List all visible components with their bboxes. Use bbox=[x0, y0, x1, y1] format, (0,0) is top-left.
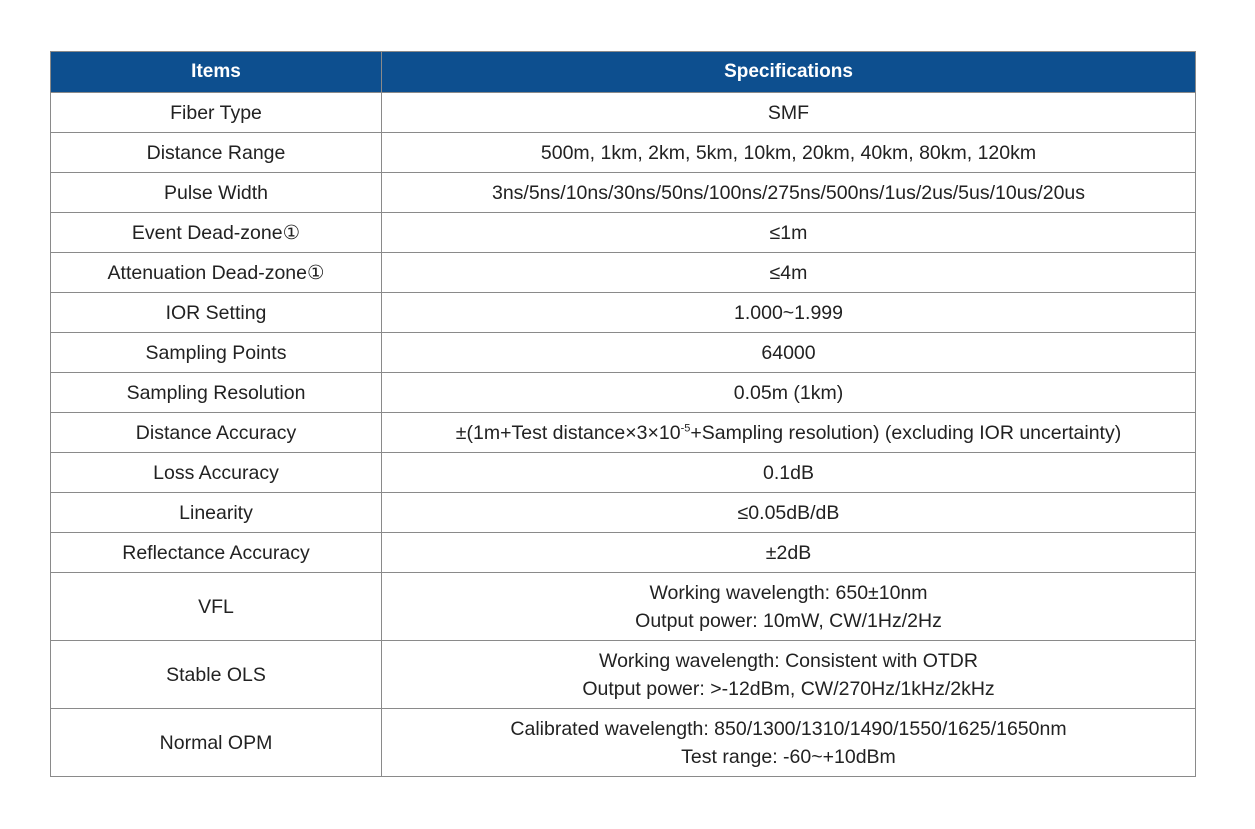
item-cell: Distance Range bbox=[51, 133, 382, 173]
column-header-items: Items bbox=[51, 52, 382, 93]
table-row bbox=[51, 293, 1196, 333]
item-cell: Linearity bbox=[51, 493, 382, 533]
spec-exponent: -5 bbox=[680, 422, 691, 434]
table-row bbox=[51, 333, 1196, 373]
item-cell: Pulse Width bbox=[51, 173, 382, 213]
item-cell: Event Dead-zone① bbox=[51, 213, 382, 253]
column-header-specifications: Specifications bbox=[382, 52, 1196, 93]
item-cell: Fiber Type bbox=[51, 93, 382, 133]
table-row bbox=[51, 641, 1196, 709]
table-row bbox=[51, 173, 1196, 213]
spec-text-pre: ±(1m+Test distance×3×10 bbox=[455, 421, 681, 444]
spec-cell: ≤0.05dB/dB bbox=[382, 493, 1196, 533]
table-row bbox=[51, 453, 1196, 493]
item-cell: VFL bbox=[51, 573, 382, 641]
spec-cell: SMF bbox=[382, 93, 1196, 133]
spec-cell: 64000 bbox=[382, 333, 1196, 373]
item-cell: Sampling Points bbox=[51, 333, 382, 373]
table-row bbox=[51, 709, 1196, 777]
table-row bbox=[51, 253, 1196, 293]
spec-cell bbox=[382, 573, 1196, 641]
item-cell: Normal OPM bbox=[51, 709, 382, 777]
spec-line: Calibrated wavelength: 850/1300/1310/1490/1550/1625/1650nm bbox=[510, 717, 1067, 740]
table-row bbox=[51, 213, 1196, 253]
table-row bbox=[51, 573, 1196, 641]
spec-cell bbox=[382, 413, 1196, 453]
table-row bbox=[51, 493, 1196, 533]
item-cell: Stable OLS bbox=[51, 641, 382, 709]
table-row bbox=[51, 413, 1196, 453]
spec-line: Working wavelength: 650±10nm bbox=[649, 581, 928, 604]
spec-cell: 1.000~1.999 bbox=[382, 293, 1196, 333]
spec-cell: 3ns/5ns/10ns/30ns/50ns/100ns/275ns/500ns/1us/2us/5us/10us/20us bbox=[382, 173, 1196, 213]
spec-cell: 0.05m (1km) bbox=[382, 373, 1196, 413]
specifications-table bbox=[50, 51, 1196, 777]
spec-line: Output power: 10mW, CW/1Hz/2Hz bbox=[635, 609, 942, 632]
spec-cell: 500m, 1km, 2km, 5km, 10km, 20km, 40km, 80km, 120km bbox=[382, 133, 1196, 173]
spec-line: Test range: -60~+10dBm bbox=[681, 745, 896, 768]
item-cell: Reflectance Accuracy bbox=[51, 533, 382, 573]
spec-cell: ≤1m bbox=[382, 213, 1196, 253]
spec-cell bbox=[382, 709, 1196, 777]
table-row bbox=[51, 373, 1196, 413]
spec-line: Output power: >-12dBm, CW/270Hz/1kHz/2kHz bbox=[582, 677, 995, 700]
spec-cell: 0.1dB bbox=[382, 453, 1196, 493]
item-cell: IOR Setting bbox=[51, 293, 382, 333]
item-cell: Sampling Resolution bbox=[51, 373, 382, 413]
item-cell: Loss Accuracy bbox=[51, 453, 382, 493]
spec-cell: ≤4m bbox=[382, 253, 1196, 293]
table-row bbox=[51, 93, 1196, 133]
table-row bbox=[51, 533, 1196, 573]
spec-line: Working wavelength: Consistent with OTDR bbox=[599, 649, 978, 672]
spec-cell: ±2dB bbox=[382, 533, 1196, 573]
item-cell: Distance Accuracy bbox=[51, 413, 382, 453]
spec-text-post: +Sampling resolution) (excluding IOR uncertainty) bbox=[690, 421, 1122, 444]
table-header-row bbox=[51, 52, 1196, 93]
spec-cell bbox=[382, 641, 1196, 709]
table-row bbox=[51, 133, 1196, 173]
item-cell: Attenuation Dead-zone① bbox=[51, 253, 382, 293]
